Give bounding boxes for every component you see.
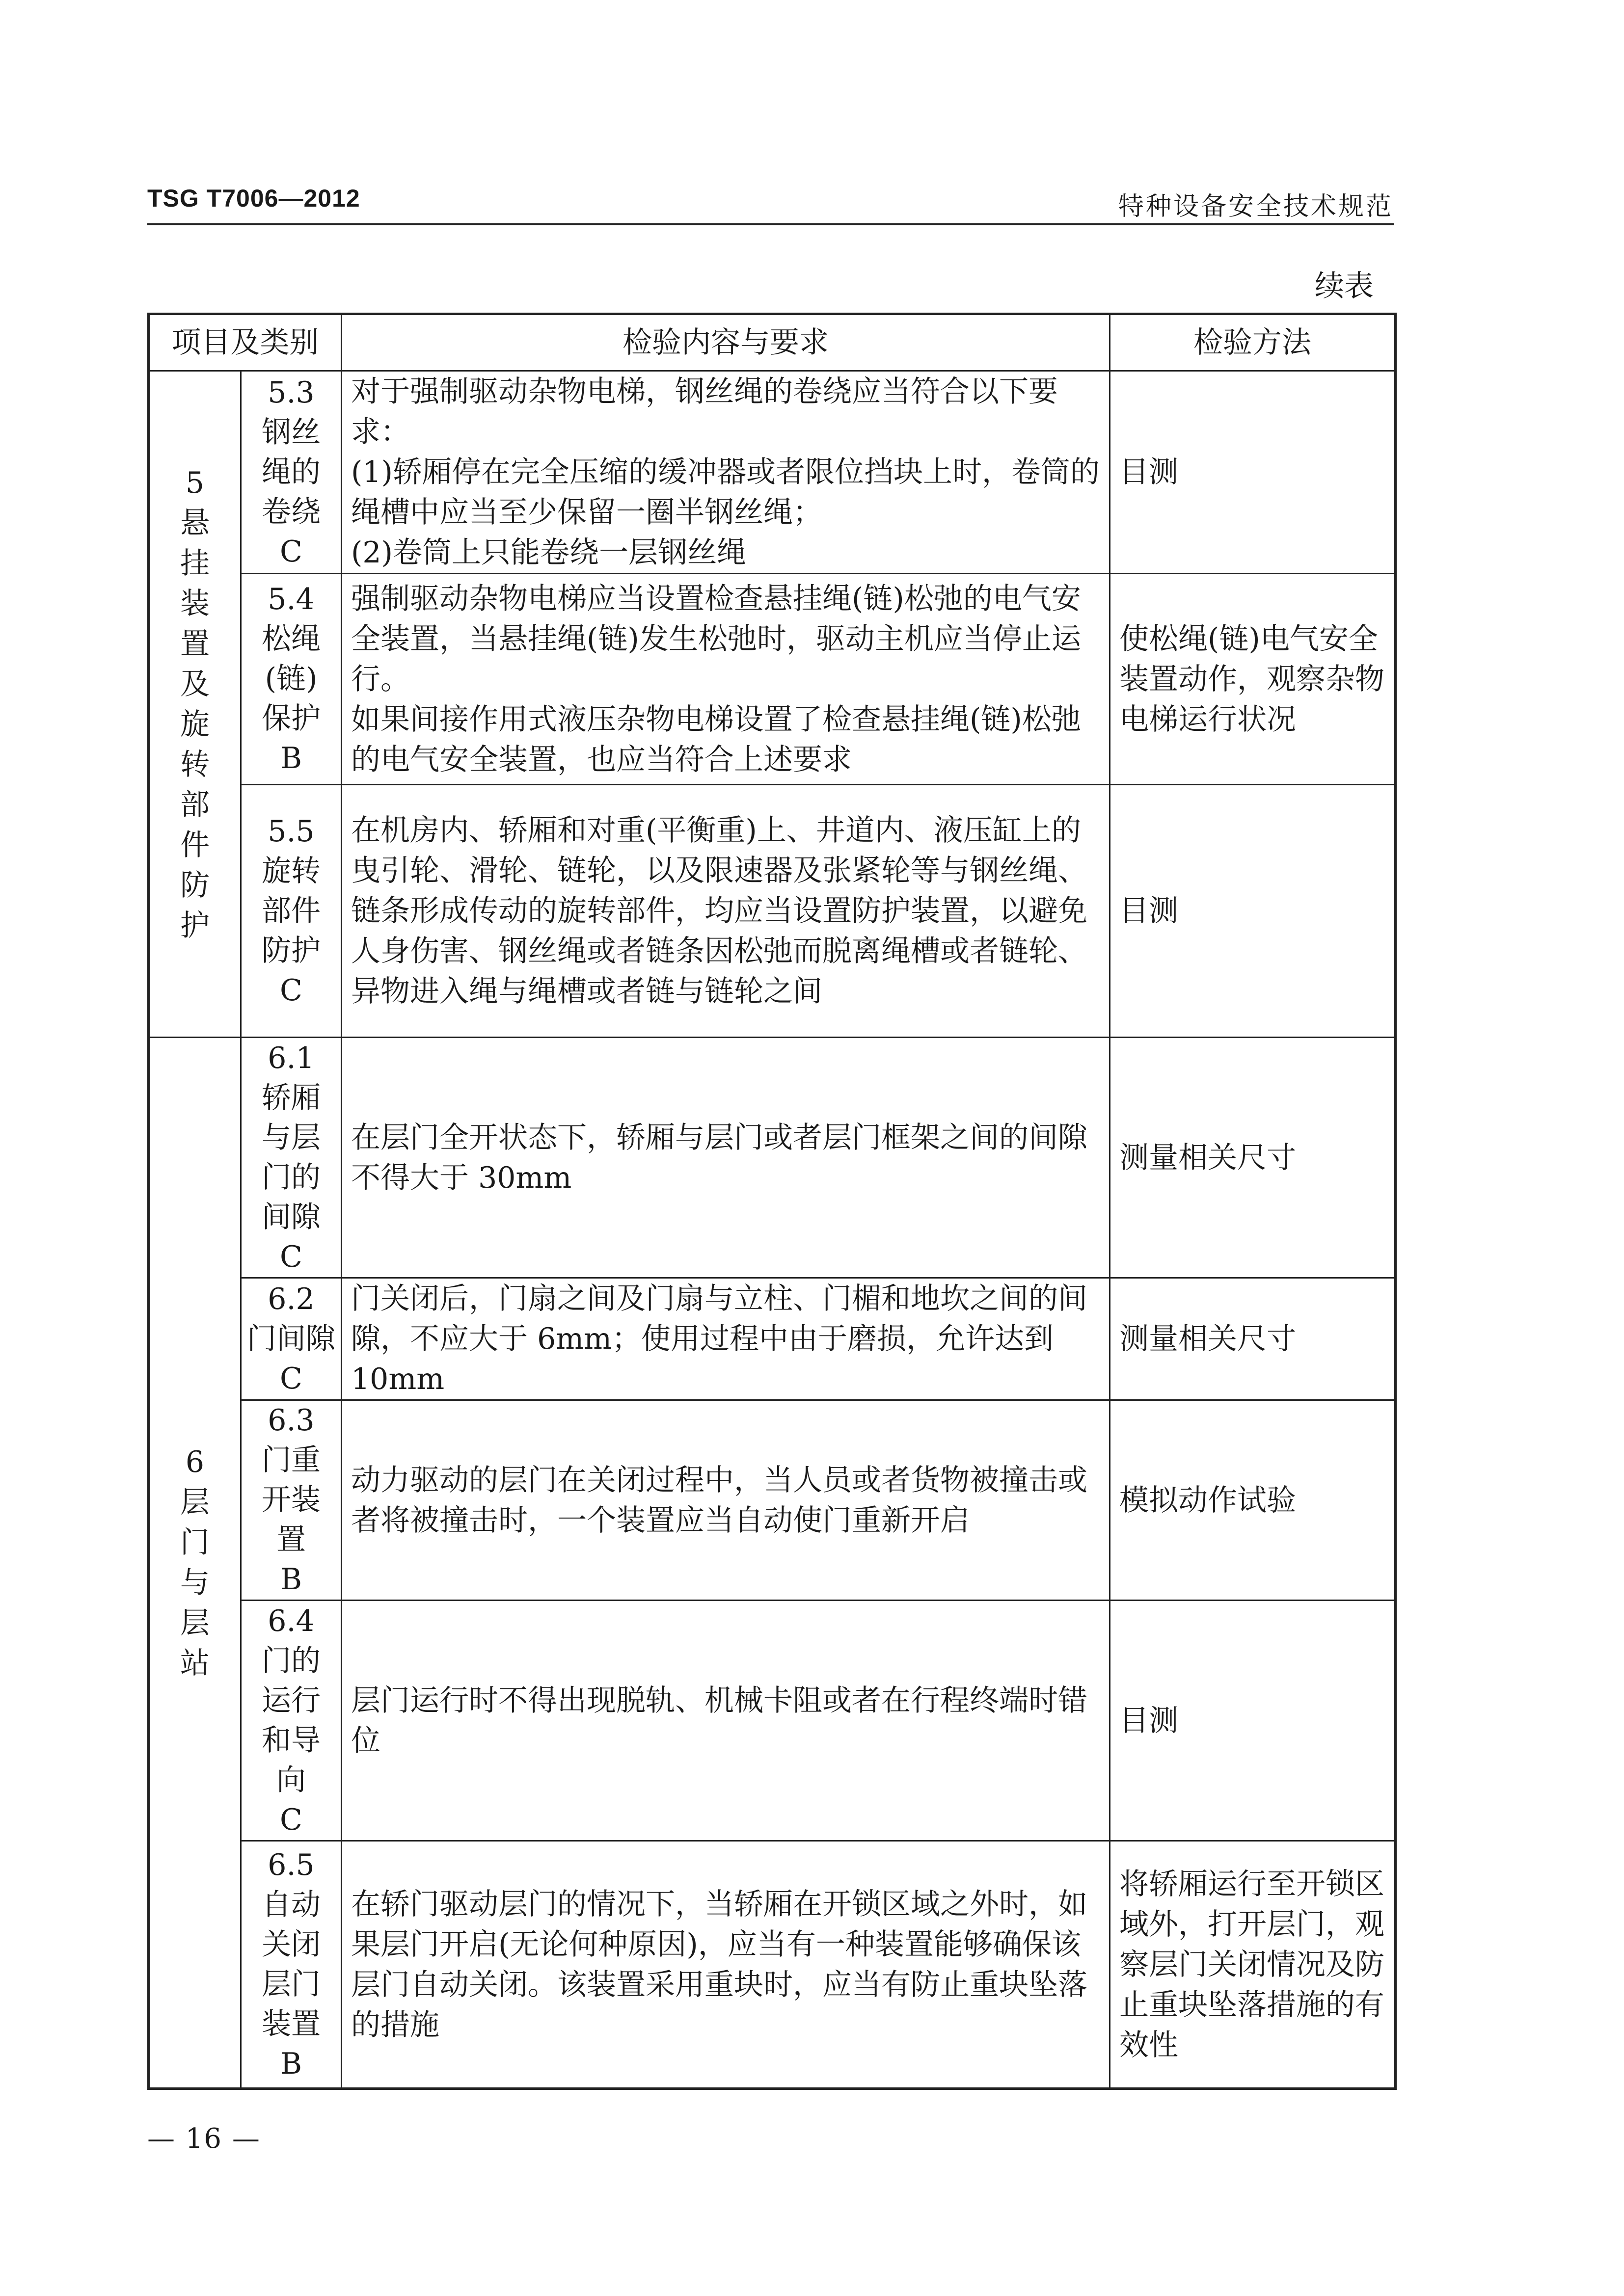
item-label-cell: 6.1 轿厢 与层 门的 间隙 C <box>241 1038 342 1278</box>
requirement-cell: 在轿门驱动层门的情况下，当轿厢在开锁区域之外时，如果层门开启(无论何种原因)，应当有一种装置能够确保该层门自动关闭。该装置采用重块时，应当有防止重块坠落的措施 <box>342 1841 1110 2089</box>
method-cell: 目测 <box>1110 785 1396 1038</box>
item-label-cell: 5.5 旋转 部件 防护 C <box>241 785 342 1038</box>
requirement-cell: 门关闭后，门扇之间及门扇与立柱、门楣和地坎之间的间隙，不应大于 6mm；使用过程中由于磨损，允许达到 10mm <box>342 1278 1110 1400</box>
table-row <box>149 1601 1396 1841</box>
requirement-cell: 对于强制驱动杂物电梯，钢丝绳的卷绕应当符合以下要求： (1)轿厢停在完全压缩的缓冲器或者限位挡块上时，卷筒的绳槽中应当至少保留一圈半钢丝绳； (2)卷筒上只能卷绕一层钢丝绳 <box>342 371 1110 574</box>
requirement-cell: 在层门全开状态下，轿厢与层门或者层门框架之间的间隙不得大于 30mm <box>342 1038 1110 1278</box>
document-series-title: 特种设备安全技术规范 <box>1118 192 1393 221</box>
document-code: TSG T7006—2012 <box>147 185 360 212</box>
continued-table-label: 续表 <box>1315 269 1374 303</box>
method-cell: 使松绳(链)电气安全装置动作，观察杂物电梯运行状况 <box>1110 574 1396 785</box>
table-row <box>149 371 1396 574</box>
category-6-cell: 6 层 门 与 层 站 <box>149 1038 241 2089</box>
item-label-cell: 6.3 门重 开装 置 B <box>241 1400 342 1601</box>
column-header-item-category: 项目及类别 <box>149 314 342 371</box>
category-5-cell: 5 悬 挂 装 置 及 旋 转 部 件 防 护 <box>149 371 241 1038</box>
method-cell: 目测 <box>1110 371 1396 574</box>
item-label-cell: 6.5 自动 关闭 层门 装置 B <box>241 1841 342 2089</box>
inspection-table <box>147 313 1397 2090</box>
table-row <box>149 1400 1396 1601</box>
requirement-cell: 强制驱动杂物电梯应当设置检查悬挂绳(链)松弛的电气安全装置，当悬挂绳(链)发生松弛时，驱动主机应当停止运行。 如果间接作用式液压杂物电梯设置了检查悬挂绳(链)松弛的电气安全装置，也应当符合上述要求 <box>342 574 1110 785</box>
table-row <box>149 574 1396 785</box>
item-label-cell: 5.3 钢丝 绳的 卷绕 C <box>241 371 342 574</box>
method-cell: 测量相关尺寸 <box>1110 1038 1396 1278</box>
requirement-cell: 层门运行时不得出现脱轨、机械卡阻或者在行程终端时错位 <box>342 1601 1110 1841</box>
method-cell: 测量相关尺寸 <box>1110 1278 1396 1400</box>
table-row <box>149 1038 1396 1278</box>
column-header-method: 检验方法 <box>1110 314 1396 371</box>
table-row <box>149 785 1396 1038</box>
item-label-cell: 5.4 松绳 (链) 保护 B <box>241 574 342 785</box>
method-cell: 将轿厢运行至开锁区域外，打开层门，观察层门关闭情况及防止重块坠落措施的有效性 <box>1110 1841 1396 2089</box>
item-label-cell: 6.2 门间隙 C <box>241 1278 342 1400</box>
requirement-cell: 在机房内、轿厢和对重(平衡重)上、井道内、液压缸上的曳引轮、滑轮、链轮，以及限速器及张紧轮等与钢丝绳、链条形成传动的旋转部件，均应当设置防护装置，以避免人身伤害、钢丝绳或者链条因松弛而脱离绳槽或者链轮、异物进入绳与绳槽或者链与链轮之间 <box>342 785 1110 1038</box>
table-row <box>149 1278 1396 1400</box>
requirement-cell: 动力驱动的层门在关闭过程中，当人员或者货物被撞击或者将被撞击时，一个装置应当自动使门重新开启 <box>342 1400 1110 1601</box>
item-label-cell: 6.4 门的 运行 和导 向 C <box>241 1601 342 1841</box>
column-header-content-requirements: 检验内容与要求 <box>342 314 1110 371</box>
table-header-row <box>149 314 1396 371</box>
table-row <box>149 1841 1396 2089</box>
page-number: — 16 — <box>147 2123 261 2155</box>
method-cell: 目测 <box>1110 1601 1396 1841</box>
method-cell: 模拟动作试验 <box>1110 1400 1396 1601</box>
header-divider <box>147 223 1394 225</box>
